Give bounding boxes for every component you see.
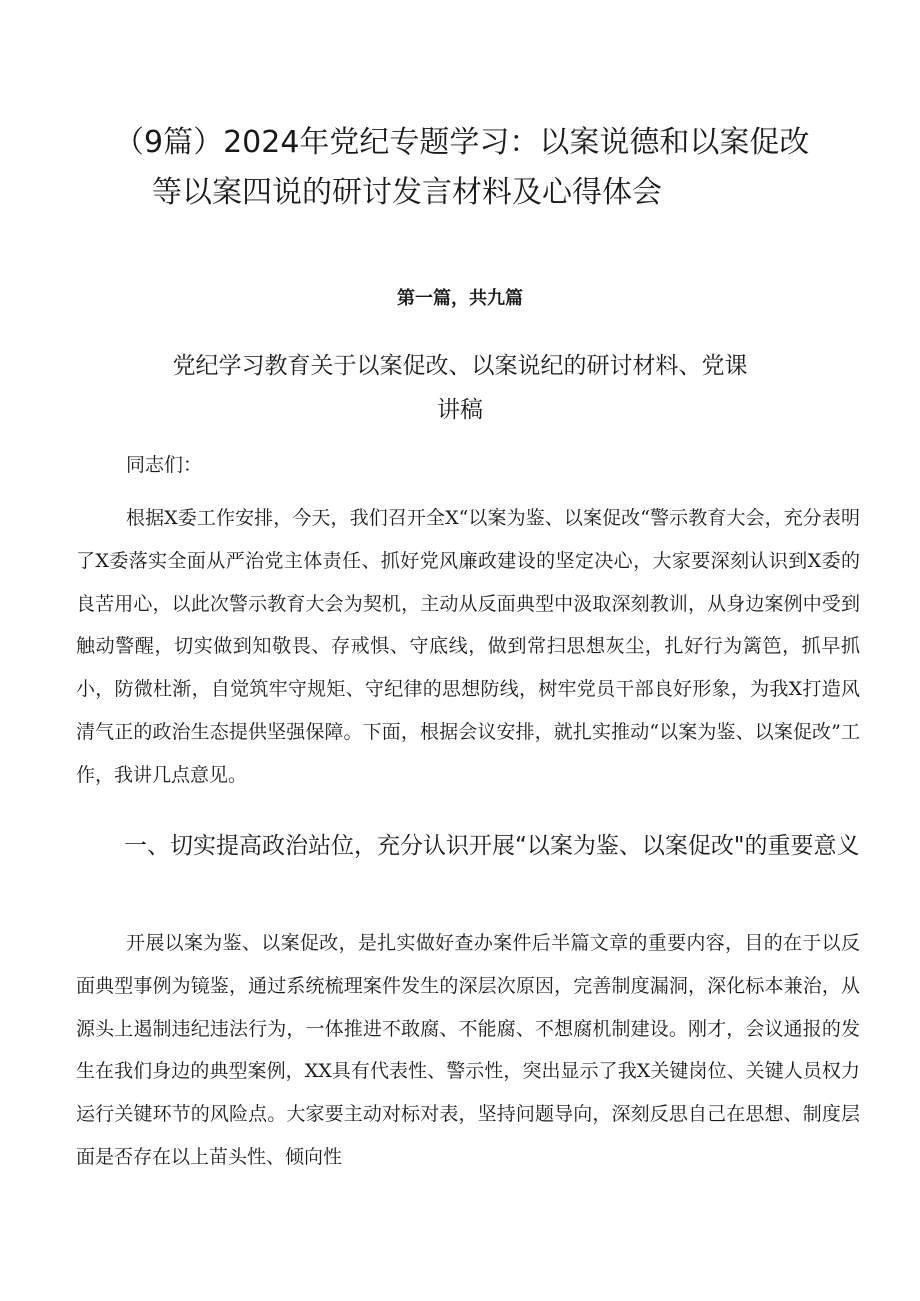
document-title bbox=[100, 118, 870, 218]
document-title-line2: 等以案四说的研讨发言材料及心得体会 bbox=[152, 175, 662, 210]
section-heading-1: 一、切实提高政治站位，充分认识开展“以案为鉴、以案促改"的重要意义 bbox=[124, 833, 860, 859]
salutation: 同志们： bbox=[126, 454, 203, 476]
article-subtitle-line2: 讲稿 bbox=[437, 397, 483, 423]
part-label: 第一篇，共九篇 bbox=[397, 288, 523, 309]
document-title-line1: （9篇）2024年党纪专题学习：以案说德和以案促改 bbox=[114, 125, 810, 160]
body-paragraph-2: 开展以案为鉴、以案促改，是扎实做好查办案件后半篇文章的重要内容，目的在于以反面典型事例为镜鉴，通过系统梳理案件发生的深层次原因，完善制度漏洞，深化标本兼治，从源头上遏制违纪违法行为，一体推进不敢腐、不能腐、不想腐机制建设。刚才，会议通报的发生在我们身边的典型案例，XX具有代表性、警示性，突出显示了我X关键岗位、关键人员权力运行关键环节的风险点。大家要主动对标对表，坚持问题导向，深刻反思自己在思想、制度层面是否存在以上苗头性、倾向性 bbox=[76, 932, 860, 1168]
article-subtitle bbox=[140, 344, 780, 432]
article-subtitle-line1: 党纪学习教育关于以案促改、以案说纪的研讨材料、党课 bbox=[172, 353, 748, 379]
body-paragraph-1: 根据X委工作安排，今天，我们召开全X“以案为鉴、以案促改“警示教育大会，充分表明了X委落实全面从严治党主体责任、抓好党风廉政建设的坚定决心，大家要深刻认识到X委的良苦用心，以此次警示教育大会为契机，主动从反面典型中汲取深刻教训，从身边案例中受到触动警醒，切实做到知敬畏、存戒惧、守底线，做到常扫思想灰尘，扎好行为篱笆，抓早抓小，防微杜渐，自觉筑牢守规矩、守纪律的思想防线，树牢党员干部良好形象，为我X打造风清气正的政治生态提供坚强保障。下面，根据会议安排，就扎实推动“以案为鉴、以案促改”工作，我讲几点意见。 bbox=[76, 507, 860, 786]
